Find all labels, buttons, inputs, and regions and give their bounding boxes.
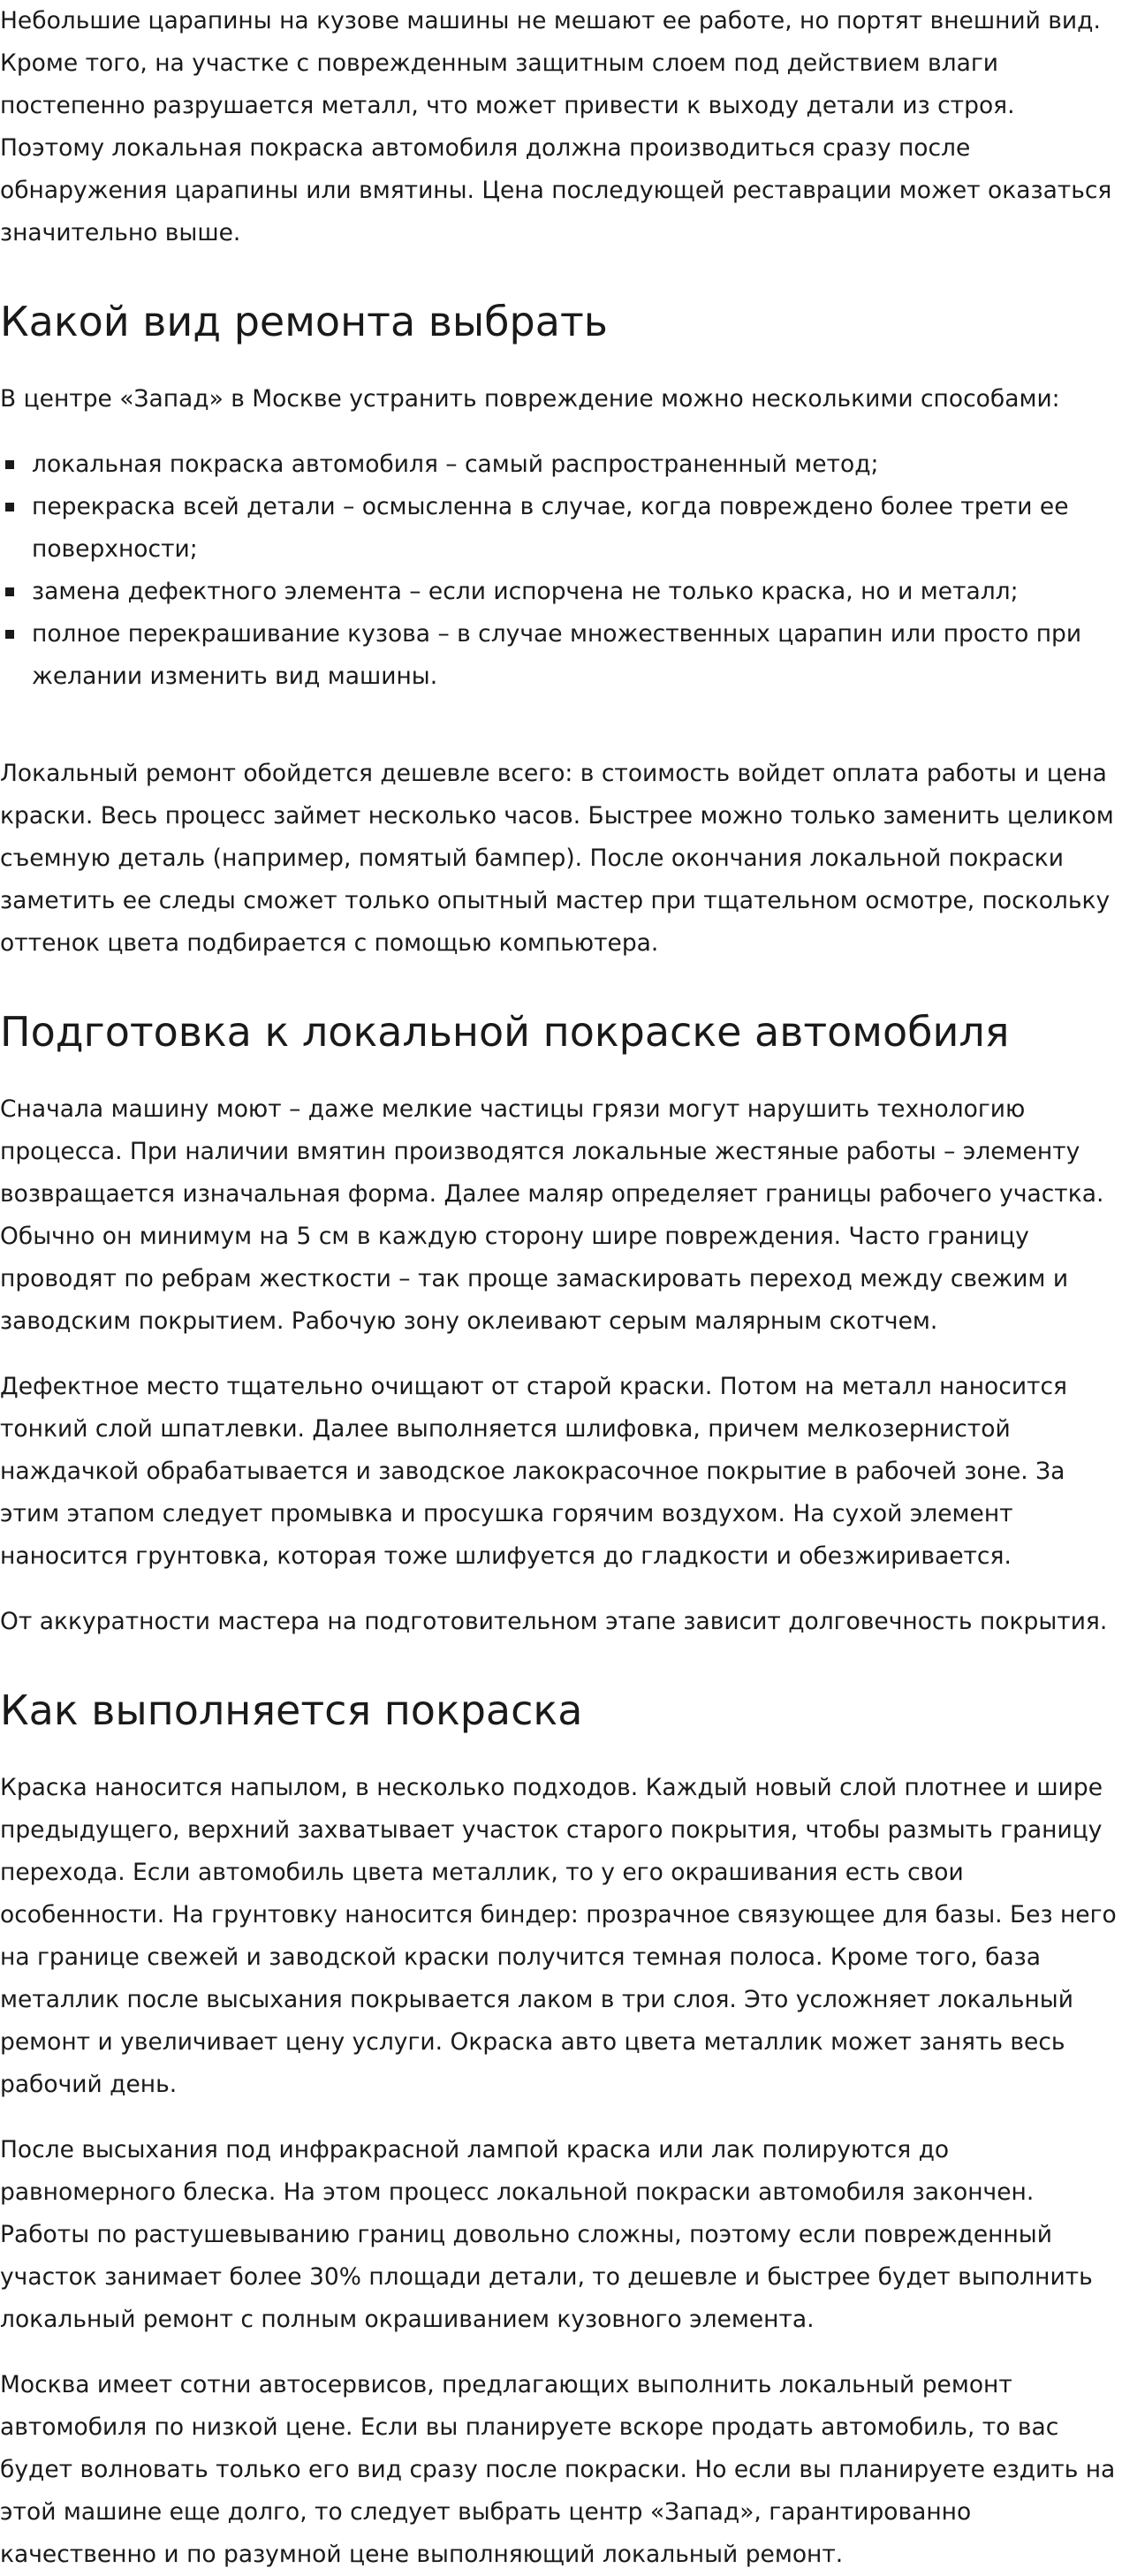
- list-item-text: локальная покраска автомобиля – самый распространенный метод;: [32, 451, 879, 478]
- section-heading-repair-type: Какой вид ремонта выбрать: [0, 298, 608, 345]
- paragraph: Дефектное место тщательно очищают от старой краски. Потом на металл наносится тонкий слой шпатлевки. Далее выполняется шлифовка, причем мелкозернистой наждачкой обрабатывается и заводское лакокрасочное покрытие в рабочей зоне. За этим этапом следует промывка и просушка горячим воздухом. На сухой элемент наносится грунтовка, которая тоже шлифуется до гладкости и обезжиривается.: [0, 1373, 1067, 1570]
- paragraph: Сначала машину моют – даже мелкие частицы грязи могут нарушить технологию процесса. При наличии вмятин производятся локальные жестяные работы – элементу возвращается изначальная форма. Далее маляр определяет границы рабочего участка. Обычно он минимум на 5 см в каждую сторону шире повреждения. Часто границу проводят по ребрам жесткости – так проще замаскировать переход между свежим и заводским покрытием. Рабочую зону оклеивают серым малярным скотчем.: [0, 1095, 1104, 1335]
- bullet-icon: [5, 587, 14, 596]
- bullet-icon: [5, 460, 14, 469]
- list-item: [0, 613, 1117, 698]
- list-item-text: полное перекрашивание кузова – в случае множественных царапин или просто при желании изменить вид машины.: [32, 620, 1082, 690]
- section-heading-painting: Как выполняется покраска: [0, 1686, 583, 1734]
- list-item: [0, 571, 1117, 613]
- section-lead: В центре «Запад» в Москве устранить повреждение можно несколькими способами:: [0, 385, 1060, 413]
- list-item-text: замена дефектного элемента – если испорчена не только краска, но и металл;: [32, 578, 1019, 605]
- bullet-icon: [5, 630, 14, 639]
- paragraph: После высыхания под инфракрасной лампой краска или лак полируются до равномерного блеска. На этом процесс локальной покраски автомобиля закончен. Работы по растушевыванию границ довольно сложны, поэтому если поврежденный участок занимает более 30% площади детали, то дешевле и быстрее будет выполнить локальный ремонт с полным окрашиванием кузовного элемента.: [0, 2136, 1093, 2333]
- list-item: [0, 443, 1117, 486]
- paragraph: Локальный ремонт обойдется дешевле всего: в стоимость войдет оплата работы и цена краски. Весь процесс займет несколько часов. Быстрее можно только заменить целиком съемную деталь (например, помятый бампер). После окончания локальной покраски заметить ее следы сможет только опытный мастер при тщательном осмотре, поскольку оттенок цвета подбирается с помощью компьютера.: [0, 760, 1114, 957]
- section-heading-preparation: Подготовка к локальной покраске автомобиля: [0, 1008, 1010, 1056]
- repair-methods-list: [0, 443, 1117, 698]
- list-item: [0, 486, 1117, 571]
- paragraph: Москва имеет сотни автосервисов, предлагающих выполнить локальный ремонт автомобиля по низкой цене. Если вы планируете вскоре продать автомобиль, то вас будет волновать только его вид сразу после покраски. Но если вы планируете ездить на этой машине еще долго, то следует выбрать центр «Запад», гарантированно качественно и по разумной цене выполняющий локальный ремонт.: [0, 2371, 1116, 2568]
- list-item-text: перекраска всей детали – осмысленна в случае, когда повреждено более трети ее поверхности;: [32, 493, 1069, 563]
- paragraph: От аккуратности мастера на подготовительном этапе зависит долговечность покрытия.: [0, 1608, 1108, 1635]
- paragraph: Краска наносится напылом, в несколько подходов. Каждый новый слой плотнее и шире предыдущего, верхний захватывает участок старого покрытия, чтобы размыть границу перехода. Если автомобиль цвета металлик, то у его окрашивания есть свои особенности. На грунтовку наносится биндер: прозрачное связующее для базы. Без него на границе свежей и заводской краски получится темная полоса. Кроме того, база металлик после высыхания покрывается лаком в три слоя. Это усложняет локальный ремонт и увеличивает цену услуги. Окраска авто цвета металлик может занять весь рабочий день.: [0, 1774, 1117, 2098]
- bullet-icon: [5, 503, 14, 511]
- intro-paragraph: Небольшие царапины на кузове машины не мешают ее работе, но портят внешний вид. Кроме того, на участке с поврежденным защитным слоем под действием влаги постепенно разрушается металл, что может привести к выходу детали из строя. Поэтому локальная покраска автомобиля должна производиться сразу после обнаружения царапины или вмятины. Цена последующей реставрации может оказаться значительно выше.: [0, 7, 1112, 246]
